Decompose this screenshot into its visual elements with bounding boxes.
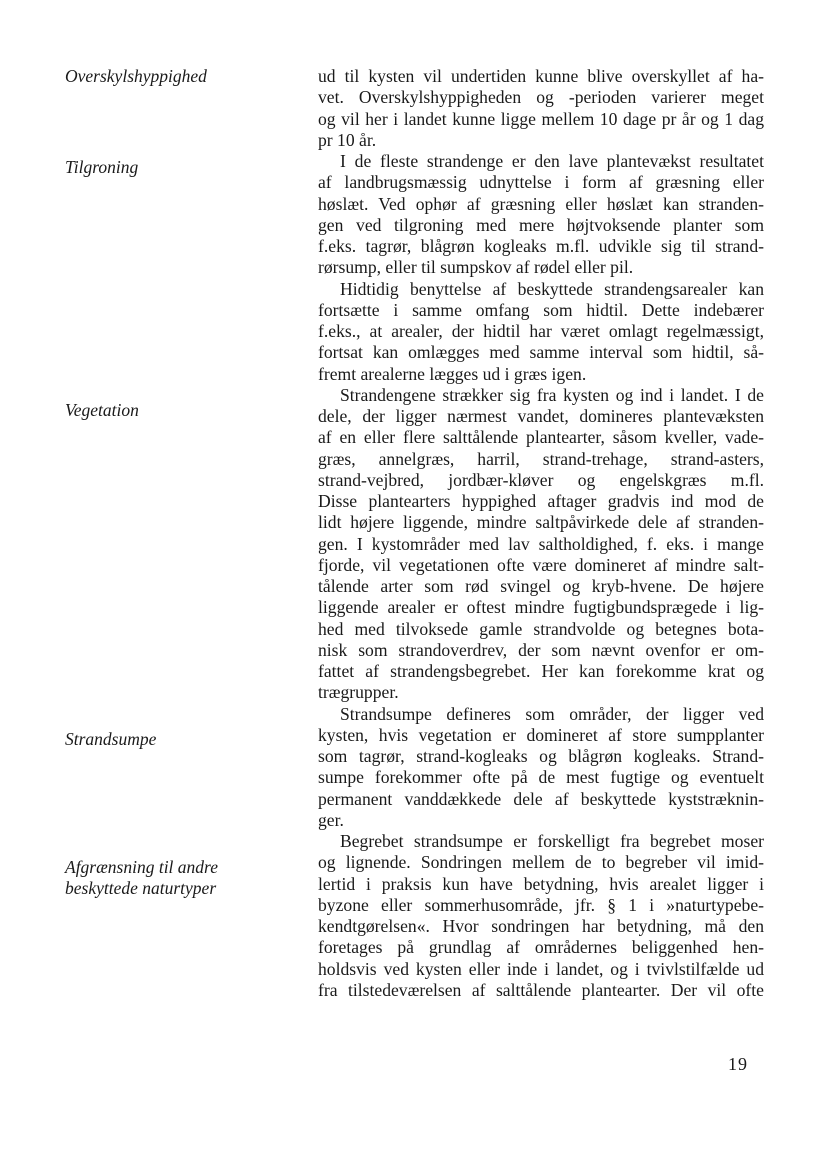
body-line: dele, der ligger nærmest vandet, domineres plantevæksten xyxy=(318,406,764,426)
margin-note-vegetation: Vegetation xyxy=(65,400,139,420)
body-line: kysten, hvis vegetation er domineret af store sumpplanter xyxy=(318,724,764,745)
body-line: f.eks., at arealer, der hidtil har været omlagt regelmæssigt, xyxy=(318,321,764,341)
body-line: fremt arealerne lægges ud i græs igen. xyxy=(318,363,587,384)
body-line: liggende arealer er oftest mindre fugtigbundsprægede i lig- xyxy=(318,597,764,618)
body-line: fortsætte i samme omfang som hidtil. Dette indebærer xyxy=(318,299,764,320)
body-line: af landbrugsmæssig udnyttelse i form af græsning eller xyxy=(318,172,764,193)
body-line: hed med tilvoksede gamle strandvolde og betegnes bota- xyxy=(318,618,764,639)
body-line: tålende arter som rød svingel og kryb-hvene. De højere xyxy=(318,576,764,596)
body-line: sumpe forekommer ofte på de mest fugtige og eventuelt xyxy=(318,767,764,788)
body-line: f.eks. tagrør, blågrøn kogleaks m.fl. udvikle sig til strand- xyxy=(318,236,764,256)
body-line: fra tilstedeværelsen af salttålende plantearter. Der vil ofte xyxy=(318,979,764,1000)
body-text-column xyxy=(318,66,764,1001)
body-line: holdsvis ved kysten eller inde i landet, og i tvivlstilfælde ud xyxy=(318,958,764,979)
body-line: gen. I kystområder med lav saltholdighed, f. eks. i mange xyxy=(318,533,764,554)
body-line: pr 10 år. xyxy=(318,129,377,150)
body-line: og vil her i landet kunne ligge mellem 10 dage pr år og 1 dag xyxy=(318,108,764,129)
body-line: trægrupper. xyxy=(318,682,399,703)
body-line: af en eller flere salttålende plantearter, såsom kveller, vade- xyxy=(318,427,764,448)
margin-note-overskylshyppighed: Overskylshyppighed xyxy=(65,66,207,86)
body-line: lidt højere liggende, mindre saltpåvirkede dele af stranden- xyxy=(318,512,764,533)
body-line: rørsump, eller til sumpskov af rødel eller pil. xyxy=(318,257,634,278)
body-line: foretages på grundlag af områdernes beliggenhed hen- xyxy=(318,937,764,958)
body-line: vet. Overskylshyppigheden og -perioden varierer meget xyxy=(318,87,764,108)
body-line: Strandengene strækker sig fra kysten og ind i landet. I de xyxy=(340,384,764,405)
body-line: Begrebet strandsumpe er forskelligt fra begrebet moser xyxy=(340,831,764,851)
body-line: græs, annelgræs, harril, strand-trehage, strand-asters, xyxy=(318,448,764,469)
body-line: permanent vanddækkede dele af beskyttede kyststræknin- xyxy=(318,788,764,809)
body-line: ger. xyxy=(318,809,344,830)
body-line: gen ved tilgroning med mere højtvoksende planter som xyxy=(318,214,764,235)
margin-note-strandsumpe: Strandsumpe xyxy=(65,729,157,749)
body-line: fjorde, vil vegetationen ofte være domineret af mindre salt- xyxy=(318,554,764,575)
body-line: nisk som strandoverdrev, der som nævnt ovenfor er om- xyxy=(318,639,764,660)
body-line: kendtgørelsen«. Hvor sondringen har betydning, må den xyxy=(318,916,764,936)
body-line: lertid i praksis kun have betydning, hvis arealet ligger i xyxy=(318,873,764,894)
body-line: I de fleste strandenge er den lave plantevækst resultatet xyxy=(340,151,764,171)
body-line: Hidtidig benyttelse af beskyttede strandengsarealer kan xyxy=(340,278,764,299)
page-number: 19 xyxy=(728,1054,748,1074)
margin-note-tilgroning: Tilgroning xyxy=(65,157,139,177)
body-line: høslæt. Ved ophør af græsning eller høslæt kan stranden- xyxy=(318,193,764,214)
body-line: ud til kysten vil undertiden kunne blive overskyllet af ha- xyxy=(318,66,764,86)
body-line: strand-vejbred, jordbær-kløver og engelskgræs m.fl. xyxy=(318,469,764,490)
body-line: fattet af strandengsbegrebet. Her kan forekomme krat og xyxy=(318,661,764,681)
margin-note-afgraensning: Afgrænsning til andre beskyttede naturtyper xyxy=(65,857,218,898)
body-line: og lignende. Sondringen mellem de to begreber vil imid- xyxy=(318,852,764,873)
body-line: byzone eller sommerhusområde, jfr. § 1 i »naturtypebe- xyxy=(318,894,764,915)
body-line: som tagrør, strand-kogleaks og blågrøn kogleaks. Strand- xyxy=(318,746,764,766)
body-line: Disse plantearters hyppighed aftager gradvis ind mod de xyxy=(318,491,764,511)
body-line: Strandsumpe defineres som områder, der ligger ved xyxy=(340,703,764,724)
body-line: fortsat kan omlægges med samme interval som hidtil, så- xyxy=(318,342,764,363)
